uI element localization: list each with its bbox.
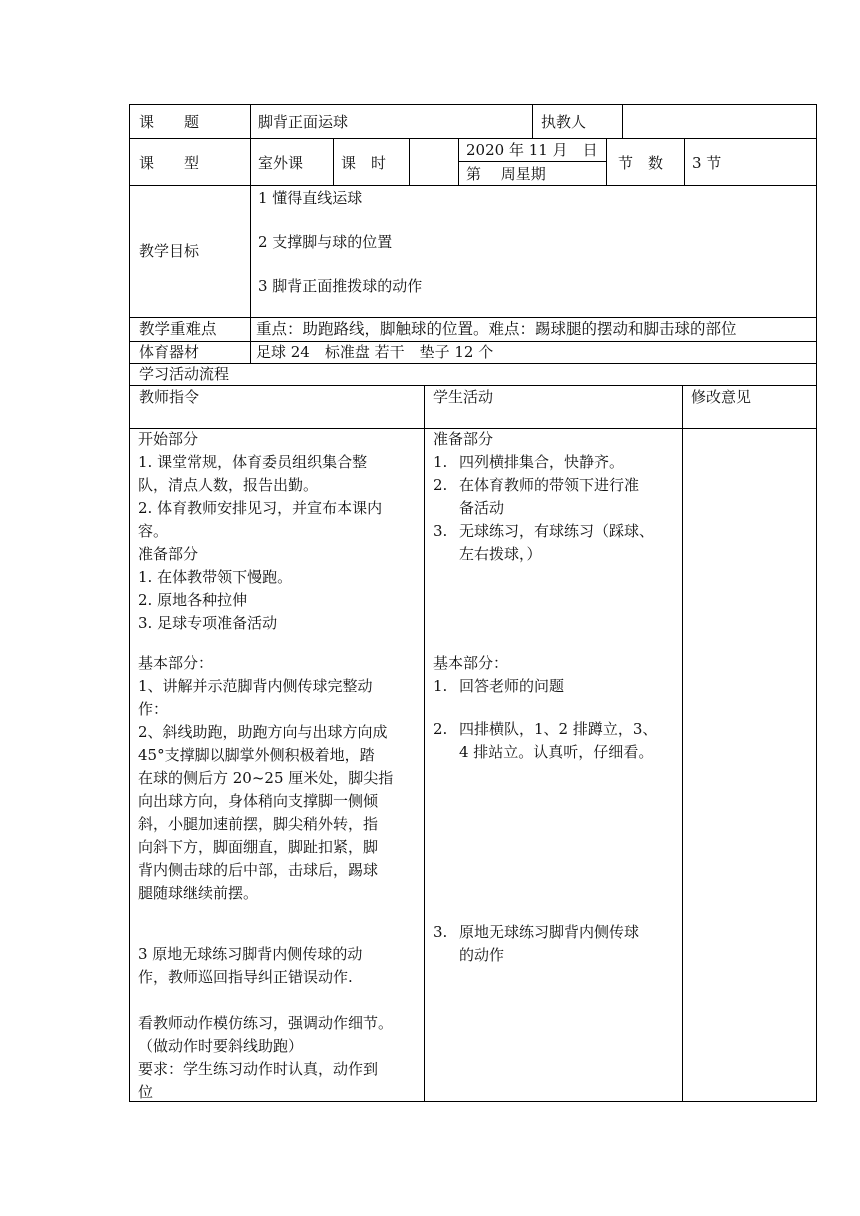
student-basic-item-2 (433, 718, 657, 764)
teacher-basic-line: 向斜下方，脚面绷直，脚趾扣紧，脚 (138, 838, 379, 856)
teacher-imitate-line: 看教师动作模仿练习，强调动作细节。 (138, 1014, 394, 1032)
topic-label: 课 题 (139, 113, 200, 131)
teacher-basic-line: 向出球方向，身体稍向支撑脚一侧倾 (138, 792, 379, 810)
student-prep-item-cont: 左右拨球，） (459, 545, 542, 563)
equipment-value: 足球 24 标准盘 若干 垫子 12 个 (256, 343, 494, 361)
teacher-basic-section (138, 652, 393, 905)
student-basic-item: 1. 回答老师的问题 (433, 677, 565, 695)
teacher-imitate-line: 位 (138, 1083, 154, 1101)
student-practice-item: 3. 原地无球练习脚背内侧传球 (433, 923, 640, 941)
teacher-imitate-line: （做动作时要斜线助跑） (138, 1037, 304, 1055)
date-line-1: 2020 年 11 月 日 (466, 141, 598, 159)
objectives-label: 教学目标 (139, 242, 200, 260)
teacher-basic-line: 背内侧击球的后中部，击球后，踢球 (138, 861, 379, 879)
section-label: 节 数 (618, 154, 664, 172)
col-student-header: 学生活动 (433, 388, 494, 406)
teacher-start-line: 2. 体育教师安排见习，并宣布本课内 (138, 499, 383, 517)
teacher-basic-line: 作： (138, 700, 169, 718)
teacher-imitate-section (138, 1012, 393, 1104)
date-line-2: 第 周星期 (466, 165, 546, 183)
teacher-label: 执教人 (541, 113, 587, 131)
student-practice-section (433, 921, 639, 967)
teacher-basic-line: 2、斜线助跑，助跑方向与出球方向成 (138, 723, 388, 741)
student-basic-item: 2. 四排横队，1、2 排蹲立，3、 (433, 720, 658, 738)
student-basic-item-cont: 4 排站立。认真听，仔细看。 (459, 743, 654, 761)
equipment-label: 体育器材 (139, 343, 200, 361)
teacher-start-title: 开始部分 (138, 430, 199, 448)
teacher-prep-line: 3. 足球专项准备活动 (138, 614, 278, 632)
flow-title: 学习活动流程 (139, 365, 230, 383)
objective-item: 3 脚背正面推拨球的动作 (258, 277, 423, 295)
teacher-start-line: 容。 (138, 522, 169, 540)
teacher-basic-line: 腿随球继续前摆。 (138, 884, 259, 902)
student-basic-title: 基本部分： (433, 654, 509, 672)
teacher-prep-line: 1. 在体教带领下慢跑。 (138, 568, 293, 586)
objective-item: 2 支撑脚与球的位置 (258, 233, 393, 251)
student-prep-section (433, 428, 654, 566)
type-label: 课 型 (139, 154, 200, 172)
key-points-value: 重点：助跑路线，脚触球的位置。难点：踢球腿的摆动和脚击球的部位 (256, 320, 737, 338)
student-prep-title: 准备部分 (433, 430, 494, 448)
type-value: 室外课 (258, 154, 304, 172)
teacher-basic-line: 45°支撑脚以脚掌外侧积极着地，踏 (138, 746, 375, 764)
teacher-practice-line: 作，教师巡回指导纠正错误动作. (138, 968, 353, 986)
teacher-prep-line: 2. 原地各种拉伸 (138, 591, 248, 609)
key-points-label: 教学重难点 (139, 320, 217, 338)
col-revise-header: 修改意见 (691, 388, 752, 406)
teacher-prep-title: 准备部分 (138, 545, 199, 563)
time-label: 课 时 (341, 154, 387, 172)
section-value: 3 节 (692, 154, 722, 172)
student-prep-item: 2. 在体育教师的带领下进行准 (433, 476, 640, 494)
teacher-basic-line: 斜，小腿加速前摆，脚尖稍外转，指 (138, 815, 379, 833)
col-teacher-header: 教师指令 (139, 388, 200, 406)
teacher-practice-section (138, 943, 362, 989)
teacher-start-line: 队，清点人数，报告出勤。 (138, 476, 319, 494)
objective-item: 1 懂得直线运球 (258, 189, 363, 207)
student-prep-item: 1. 四列横排集合，快静齐。 (433, 453, 625, 471)
teacher-basic-title: 基本部分： (138, 654, 214, 672)
teacher-basic-line: 1、讲解并示范脚背内侧传球完整动 (138, 677, 373, 695)
teacher-basic-line: 在球的侧后方 20~25 厘米处，脚尖指 (138, 769, 394, 787)
teacher-start-line: 1. 课堂常规，体育委员组织集合整 (138, 453, 368, 471)
student-prep-item-cont: 备活动 (459, 499, 505, 517)
teacher-imitate-line: 要求：学生练习动作时认真，动作到 (138, 1060, 379, 1078)
topic-value: 脚背正面运球 (258, 113, 349, 131)
student-prep-item: 3. 无球练习，有球练习（踩球、 (433, 522, 655, 540)
student-practice-item-cont: 的动作 (459, 946, 505, 964)
teacher-start-section (138, 428, 382, 635)
student-basic-section (433, 652, 564, 698)
teacher-practice-line: 3 原地无球练习脚背内侧传球的动 (138, 945, 363, 963)
